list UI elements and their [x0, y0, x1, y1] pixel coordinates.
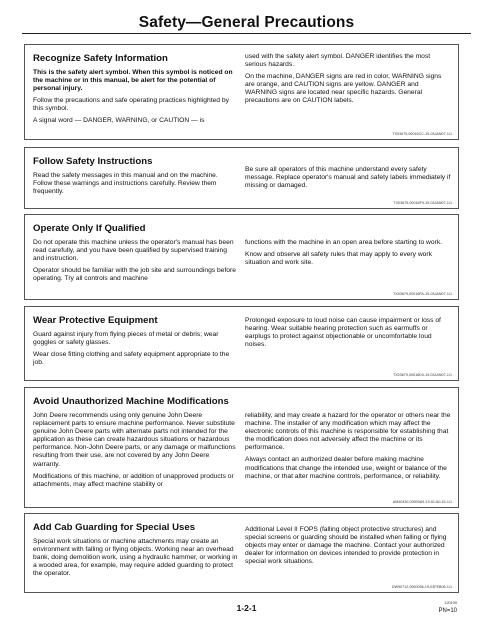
paragraph: Wear close fitting clothing and safety equipment appropriate to the job.	[33, 351, 230, 367]
paragraph: Be sure all operators of this machine understand every safety message. Replace operator's manual and safety labels immediately if missing or damaged.	[245, 166, 451, 190]
section-left-column	[33, 156, 238, 200]
paragraph: Do not operate this machine unless the operator's manual has been read carefully, and you have been qualified by supervised training and instruction.	[33, 239, 234, 263]
paragraph: Always contact an authorized dealer before making machine modifications that change the intended use, weight or balance of the machine, or that alter machine controls, performance, or reliability.	[245, 456, 447, 480]
paragraph: Guard against injury from flying pieces of metal or debris; wear goggles or safety glasses.	[33, 331, 219, 347]
date-code: 120109	[444, 601, 457, 605]
page-number: 1-2-1	[236, 603, 257, 613]
reference-code: DW90712,0000056-19-03FEB06-1/1	[391, 585, 452, 589]
section-heading: Follow Safety Instructions	[33, 156, 153, 167]
pn-label: PN=10	[438, 608, 457, 614]
reference-code: TX03679,00016FA-19-03JAN07-1/1	[393, 292, 452, 296]
section-heading: Add Cab Guarding for Special Uses	[33, 522, 196, 533]
paragraph: Special work situations or machine attachments may create an environment with falling or flying objects. Working near an overhead bank, doing demolition work, using a hydraulic hammer, or working in a wooded area, for example, may require added guarding to protect the operator.	[33, 538, 238, 578]
paragraph: John Deere recommends using only genuine John Deere replacement parts to ensure machine performance. Never substitute genuine John Deere parts with alternate parts not intended for the application as these can create hazardous situations or hazardous performance. Non-John Deere parts, or any damage or malfunctions resulting from their use, are not covered by any John Deere warranty.	[33, 412, 236, 468]
reference-code: AM40430,00000A9-19-01JUL15-1/1	[392, 500, 452, 504]
paragraph: Additional Level II FOPS (falling object protective structures) and special screens or guarding should be installed when falling or flying objects may enter or damage the machine. Contact your authorized dealer for information on devices intended to provide protection in special work situations.	[245, 526, 447, 566]
section-right-column	[245, 412, 451, 485]
section-heading: Recognize Safety Information	[33, 53, 168, 64]
section-avoid-unauthorized-modifications	[24, 387, 459, 508]
section-right-column	[245, 166, 451, 194]
paragraph: Know and observe all safety rules that may apply to every work situation and work site.	[245, 251, 432, 267]
section-left-column	[33, 396, 238, 493]
section-add-cab-guarding	[24, 513, 459, 593]
paragraph: Prolonged exposure to loud noise can cause impairment or loss of hearing. Wear suitable hearing protection such as earmuffs or earplugs to protect against objectionable or uncomfortable loud noises.	[245, 317, 441, 349]
paragraph: Modifications of this machine, or addition of unapproved products or attachments, may affect machine stability or	[33, 472, 234, 488]
section-left-column	[33, 53, 238, 130]
section-heading: Wear Protective Equipment	[33, 315, 158, 326]
paragraph: This is the safety alert symbol. When this symbol is noticed on the machine or in this manual, be alert for the potential of personal injury.	[33, 69, 233, 93]
section-operate-only-if-qualified	[24, 214, 459, 300]
reference-code: TX03679,00016F9-19-03JAN07-1/1	[393, 201, 452, 205]
section-right-column	[245, 526, 451, 570]
paragraph: Operator should be familiar with the job site and surroundings before operating. Try all controls and machine	[33, 267, 236, 283]
paragraph: used with the safety alert symbol. DANGER identifies the most serious hazards.	[245, 53, 431, 69]
section-right-column	[245, 53, 451, 110]
paragraph: On the machine, DANGER signs are red in color, WARNING signs are orange, and CAUTION signs are yellow. DANGER and WARNING signs are located near specific hazards. General precautions are on CAUTION labels.	[245, 73, 442, 105]
title-divider	[22, 33, 471, 34]
paragraph: Follow the precautions and safe operating practices highlighted by this symbol.	[33, 97, 229, 113]
section-heading: Operate Only If Qualified	[33, 223, 146, 234]
paragraph: Read the safety messages in this manual and on the machine. Follow these warnings and instructions carefully. Review them frequently.	[33, 172, 218, 196]
section-wear-protective-equipment	[24, 306, 459, 381]
section-follow-safety-instructions	[24, 147, 459, 209]
paragraph: functions with the machine in an open area before starting to work.	[245, 239, 443, 246]
section-heading: Avoid Unauthorized Machine Modifications	[33, 396, 229, 407]
section-left-column	[33, 522, 238, 582]
paragraph: A signal word — DANGER, WARNING, or CAUTION — is	[33, 117, 205, 125]
section-right-column	[245, 239, 451, 271]
reference-code: TX03679,00016CC-19-03JAN07-1/1	[392, 132, 452, 136]
paragraph: reliability, and may create a hazard for the operator or others near the machine. The installer of any modification which may affect the electronic controls of this machine is responsible for establishing that the modification does not adversely affect the machine or its performance.	[245, 412, 451, 452]
page-title: Safety—General Precautions	[138, 14, 355, 31]
section-left-column	[33, 315, 238, 371]
section-right-column	[245, 317, 451, 353]
section-recognize-safety-information	[24, 44, 459, 140]
section-left-column	[33, 223, 238, 287]
reference-code: TX03679,00016D0-19-03JAN07-1/1	[392, 373, 452, 377]
